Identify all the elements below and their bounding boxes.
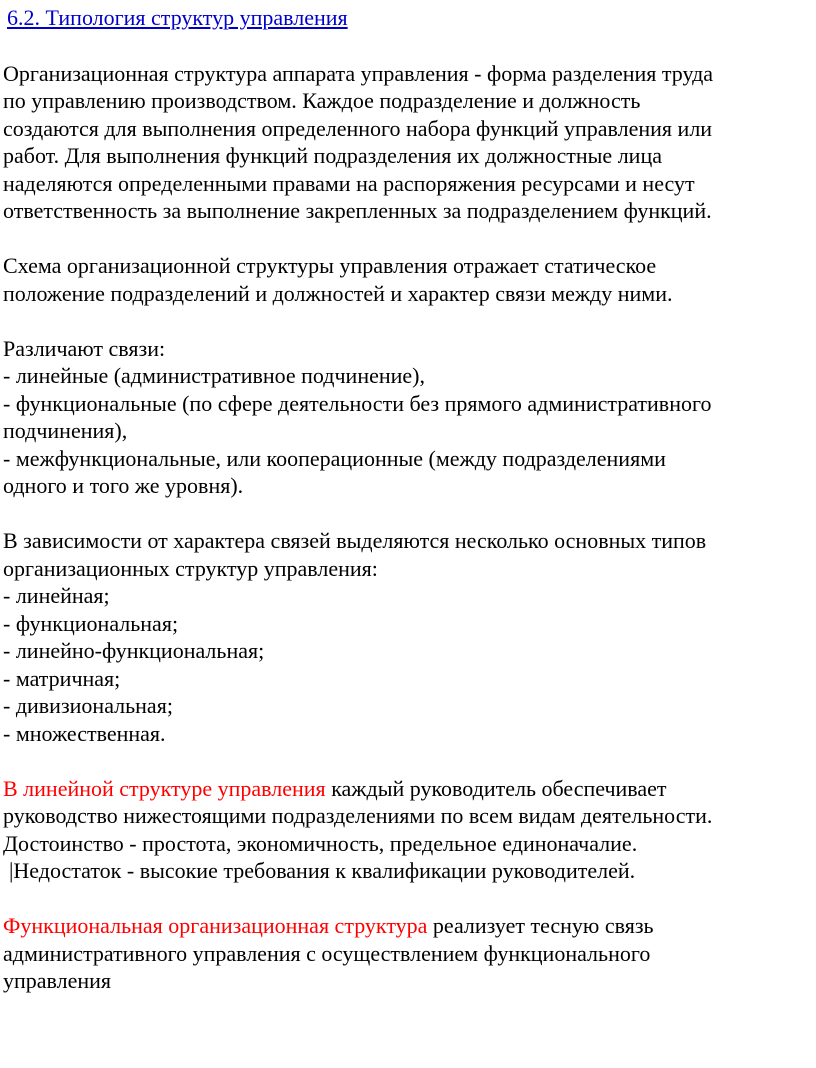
text-line: работ. Для выполнения функций подразделения их должностные лица (3, 143, 662, 168)
text-line: руководство нижестоящими подразделениями по всем видам деятельности. (3, 803, 713, 828)
text-line: создаются для выполнения определенного набора функций управления или (3, 115, 713, 141)
text-line: Схема организационной структуры управления отражает статическое (3, 253, 657, 278)
list-item: - линейная; (3, 583, 110, 608)
list-item: подчинения), (3, 418, 128, 443)
text-line: управления (3, 968, 112, 993)
spacer (3, 225, 809, 253)
spacer (3, 885, 809, 913)
text-line: Достоинство - простота, экономичность, предельное единоначалие. (3, 830, 638, 856)
list-item: - функциональные (по сфере деятельности без прямого административного (3, 390, 712, 416)
paragraph-definition (3, 60, 809, 225)
spacer (3, 32, 809, 60)
paragraph-functional (3, 912, 809, 995)
text-line: ответственность за выполнение закрепленных за подразделением функций. (3, 198, 712, 223)
section-heading-link[interactable]: 6.2. Типология структур управления (7, 5, 348, 30)
spacer (3, 307, 809, 335)
list-item: - матричная; (3, 665, 121, 691)
text-line: Организационная структура аппарата управления - форма разделения труда (3, 60, 714, 86)
text-line: организационных структур управления: (3, 555, 378, 581)
list-item: - функциональная; (3, 610, 179, 636)
spacer (3, 500, 809, 528)
highlight-term: В линейной структуре управления (3, 775, 326, 801)
text-line: по управлению производством. Каждое подразделение и должность (3, 88, 641, 113)
list-item: - линейно-функциональная; (3, 638, 265, 663)
highlight-term: Функциональная организационная структура (3, 913, 428, 938)
links-intro: Различают связи: (3, 335, 166, 361)
text-fragment: каждый руководитель обеспечивает (325, 775, 667, 801)
section-heading (3, 3, 809, 32)
paragraph-types (3, 527, 809, 747)
paragraph-links (3, 335, 809, 500)
text-line: |Недостаток - высокие требования к квалификации руководителей. (9, 858, 636, 883)
list-item: - множественная. (3, 720, 166, 746)
list-item: - межфункциональные, или кооперационные (между подразделениями (3, 445, 666, 471)
list-item: - линейные (административное подчинение), (3, 363, 426, 388)
text-line: административного управления с осуществлением функционального (3, 940, 651, 966)
paragraph-linear (3, 775, 809, 885)
list-item: - дивизиональная; (3, 693, 173, 718)
text-line (3, 912, 809, 940)
text-line (3, 775, 809, 803)
text-line: В зависимости от характера связей выделяются несколько основных типов (3, 528, 707, 553)
text-line: наделяются определенными правами на распоряжения ресурсами и несут (3, 170, 695, 196)
document-page (3, 0, 809, 995)
paragraph-scheme (3, 252, 809, 307)
spacer (3, 747, 809, 775)
text-fragment: реализует тесную связь (427, 913, 654, 938)
list-item: одного и того же уровня). (3, 473, 244, 498)
text-line: положение подразделений и должностей и характер связи между ними. (3, 280, 673, 306)
